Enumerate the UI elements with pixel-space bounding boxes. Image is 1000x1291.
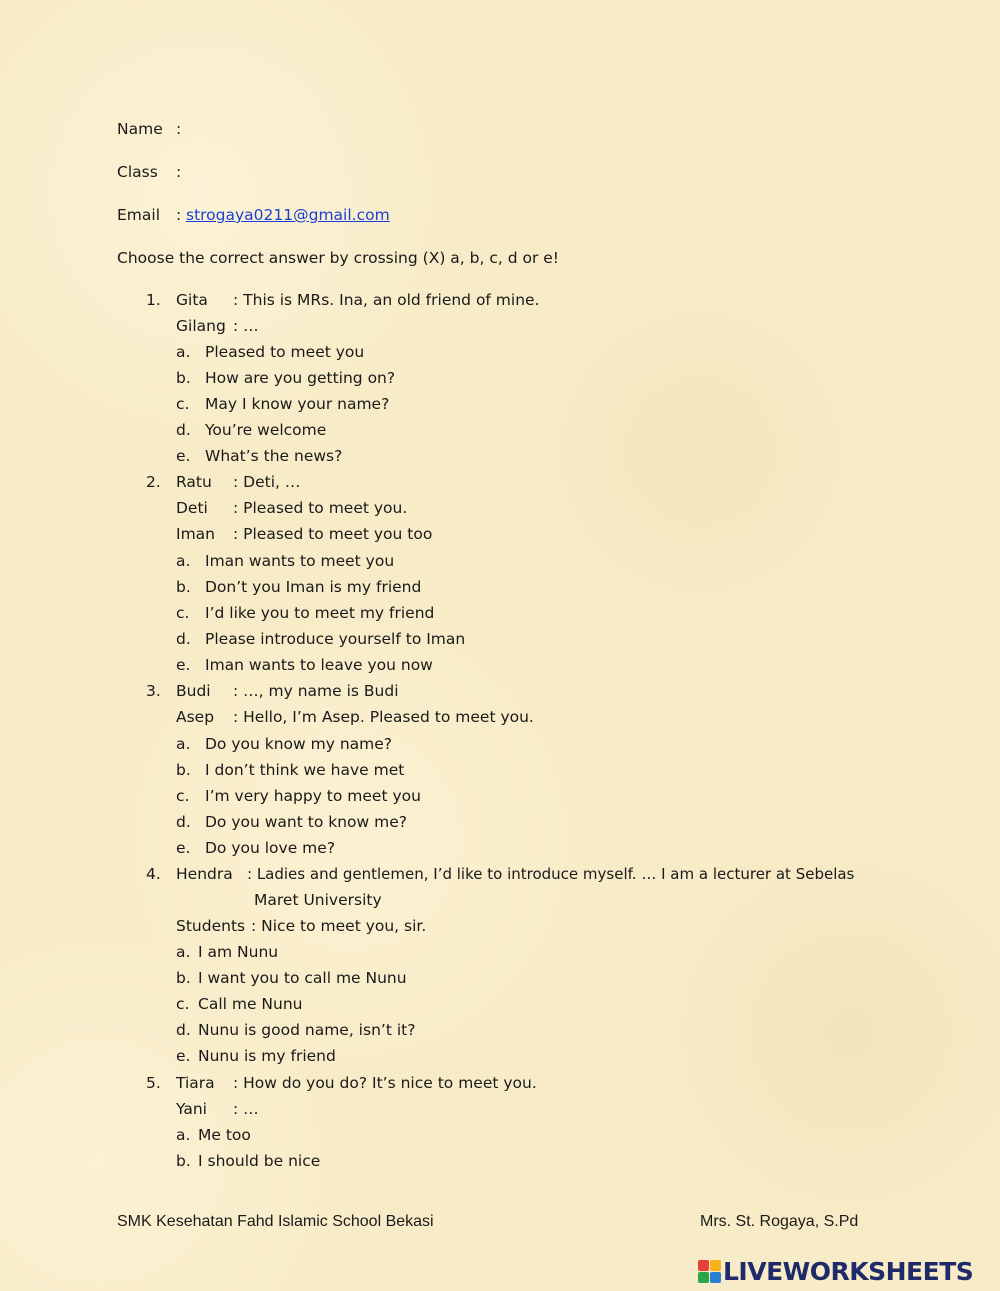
dialogue-line: : …: [233, 1100, 259, 1118]
option-letter: b.: [176, 969, 191, 987]
option-letter: b.: [176, 578, 191, 596]
option-letter: c.: [176, 395, 190, 413]
dialogue-line: : …: [233, 317, 259, 335]
question-number: 3.: [146, 682, 161, 700]
dialogue-speaker: Students: [176, 917, 246, 935]
option-letter: d.: [176, 1021, 191, 1039]
logo-square-yellow: [710, 1260, 721, 1271]
dialogue-line-continued: Maret University: [254, 891, 382, 909]
option-text: I am Nunu: [198, 943, 279, 961]
logo-square-blue: [710, 1272, 721, 1283]
option-letter: c.: [176, 995, 190, 1013]
option-text: Do you want to know me?: [205, 813, 407, 831]
question-number: 1.: [146, 291, 161, 309]
option-letter: a.: [176, 343, 191, 361]
question-number: 5.: [146, 1074, 161, 1092]
dialogue-speaker: Gita: [176, 291, 208, 309]
dialogue-speaker: Deti: [176, 499, 208, 517]
question-number: 2.: [146, 473, 161, 491]
option-text: How are you getting on?: [205, 369, 396, 387]
question-number: 4.: [146, 865, 161, 883]
option-text: I’d like you to meet my friend: [205, 604, 435, 622]
option-letter: b.: [176, 369, 191, 387]
option-letter: c.: [176, 604, 190, 622]
option-text: Iman wants to meet you: [205, 552, 395, 570]
dialogue-speaker: Ratu: [176, 473, 212, 491]
option-text: Nunu is good name, isn’t it?: [198, 1021, 416, 1039]
option-text: Do you love me?: [205, 839, 336, 857]
option-text: Don’t you Iman is my friend: [205, 578, 422, 596]
dialogue-line: : Ladies and gentlemen, I’d like to introduce myself. … I am a lecturer at Sebelas: [247, 865, 855, 883]
instruction-text: Choose the correct answer by crossing (X) a, b, c, d or e!: [117, 249, 560, 267]
dialogue-speaker: Budi: [176, 682, 211, 700]
dialogue-line: : …, my name is Budi: [233, 682, 399, 700]
option-text: What’s the news?: [205, 447, 343, 465]
option-letter: a.: [176, 943, 191, 961]
dialogue-speaker: Yani: [176, 1100, 207, 1118]
dialogue-speaker: Hendra: [176, 865, 233, 883]
option-text: Call me Nunu: [198, 995, 303, 1013]
dialogue-line: : Hello, I’m Asep. Pleased to meet you.: [233, 708, 534, 726]
option-letter: d.: [176, 813, 191, 831]
option-text: Iman wants to leave you now: [205, 656, 433, 674]
option-letter: e.: [176, 839, 191, 857]
dialogue-speaker: Iman: [176, 525, 215, 543]
dialogue-line: : This is MRs. Ina, an old friend of mine.: [233, 291, 540, 309]
option-text: Do you know my name?: [205, 735, 393, 753]
option-text: Please introduce yourself to Iman: [205, 630, 466, 648]
email-link[interactable]: strogaya0211@gmail.com: [186, 206, 390, 224]
class-separator: :: [176, 163, 182, 181]
option-text: I should be nice: [198, 1152, 321, 1170]
option-letter: b.: [176, 761, 191, 779]
dialogue-speaker: Asep: [176, 708, 215, 726]
option-text: Me too: [198, 1126, 251, 1144]
option-text: I want you to call me Nunu: [198, 969, 407, 987]
footer-teacher: Mrs. St. Rogaya, S.Pd: [700, 1213, 859, 1230]
class-label: Class: [117, 163, 158, 181]
name-label: Name: [117, 120, 163, 138]
option-text: You’re welcome: [205, 421, 327, 439]
option-letter: a.: [176, 552, 191, 570]
option-letter: d.: [176, 630, 191, 648]
option-letter: b.: [176, 1152, 191, 1170]
option-letter: e.: [176, 656, 191, 674]
dialogue-line: : Deti, …: [233, 473, 301, 491]
name-separator: :: [176, 120, 182, 138]
dialogue-line: : Pleased to meet you too: [233, 525, 433, 543]
email-label: Email: [117, 206, 161, 224]
logo-square-red: [698, 1260, 709, 1271]
liveworksheets-logo-icon: [698, 1260, 721, 1283]
footer-school: SMK Kesehatan Fahd Islamic School Bekasi: [117, 1213, 434, 1230]
logo-text: LIVEWORKSHEETS: [723, 1256, 974, 1286]
logo-square-green: [698, 1272, 709, 1283]
option-text: I’m very happy to meet you: [205, 787, 421, 805]
dialogue-speaker: Tiara: [176, 1074, 215, 1092]
dialogue-line: : Pleased to meet you.: [233, 499, 408, 517]
dialogue-speaker: Gilang: [176, 317, 226, 335]
dialogue-line: : Nice to meet you, sir.: [251, 917, 427, 935]
option-letter: d.: [176, 421, 191, 439]
option-text: Pleased to meet you: [205, 343, 365, 361]
option-letter: a.: [176, 1126, 191, 1144]
option-letter: a.: [176, 735, 191, 753]
option-text: I don’t think we have met: [205, 761, 405, 779]
email-separator: :: [176, 206, 182, 224]
option-letter: e.: [176, 1047, 191, 1065]
liveworksheets-logo[interactable]: [698, 1256, 973, 1286]
option-text: Nunu is my friend: [198, 1047, 336, 1065]
option-letter: c.: [176, 787, 190, 805]
option-text: May I know your name?: [205, 395, 390, 413]
dialogue-line: : How do you do? It’s nice to meet you.: [233, 1074, 537, 1092]
option-letter: e.: [176, 447, 191, 465]
